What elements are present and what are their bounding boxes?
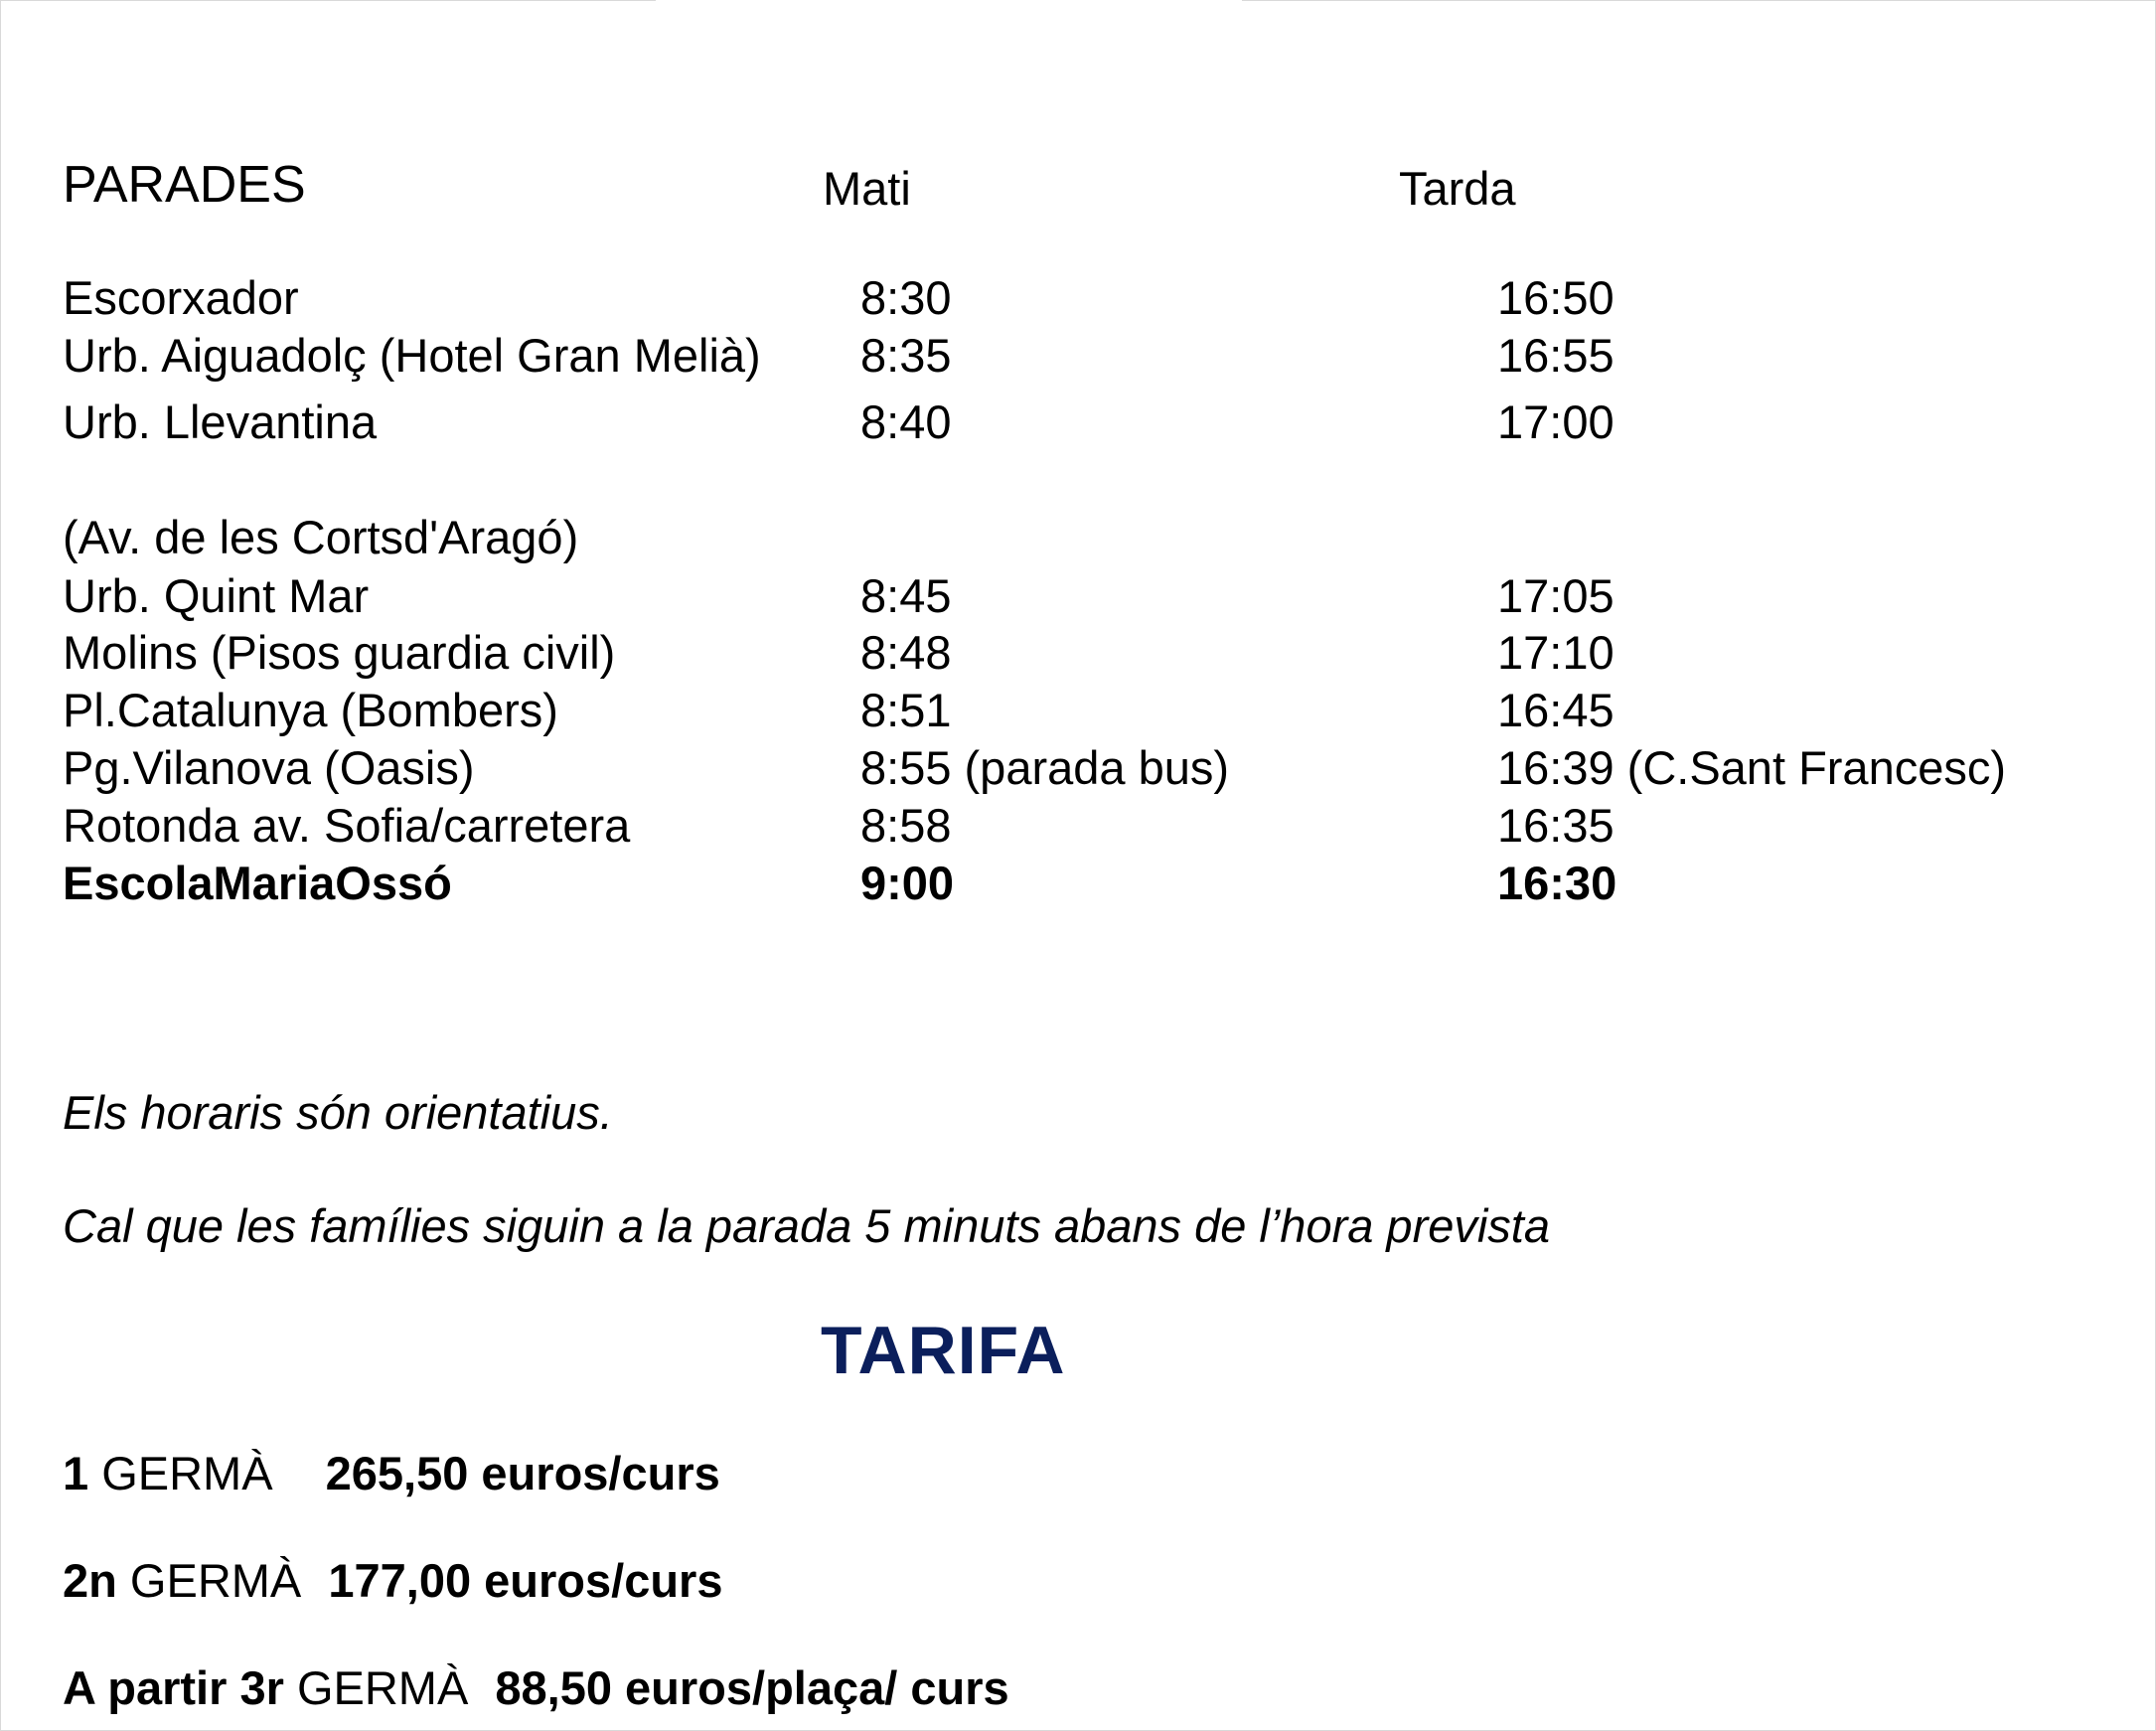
header-morning: Mati — [823, 162, 911, 215]
schedule-row — [0, 740, 2156, 798]
morning-time: 8:55 (parada bus) — [860, 741, 1230, 794]
schedule-row-destination — [0, 856, 2156, 913]
morning-time: 8:58 — [860, 799, 952, 852]
stop-name: Urb. Llevantina — [63, 395, 378, 448]
header-afternoon: Tarda — [1399, 162, 1516, 215]
morning-time: 8:45 — [860, 569, 952, 622]
schedule-row — [0, 683, 2156, 740]
fare-line — [63, 1446, 720, 1500]
afternoon-time: 16:30 — [1497, 857, 1617, 909]
fare-line — [63, 1553, 722, 1608]
fare-ordinal: A partir 3r — [63, 1661, 284, 1714]
fare-price: 265,50 euros/curs — [325, 1447, 720, 1499]
afternoon-time: 16:35 — [1497, 799, 1615, 852]
afternoon-time: 17:05 — [1497, 569, 1615, 622]
morning-time: 8:48 — [860, 626, 952, 679]
stop-name: Urb. Quint Mar — [63, 569, 370, 622]
afternoon-time: 16:55 — [1497, 329, 1615, 382]
stop-name: Rotonda av. Sofia/carretera — [63, 799, 631, 852]
schedule-row — [0, 328, 2156, 386]
schedule-row — [0, 394, 2156, 452]
fare-label: GERMÀ — [129, 1554, 302, 1607]
morning-time: 8:30 — [860, 271, 952, 324]
note-orientative: Els horaris són orientatius. — [63, 1086, 613, 1139]
afternoon-time: 17:10 — [1497, 626, 1615, 679]
morning-time: 8:40 — [860, 395, 952, 448]
stop-name: EscolaMariaOssó — [63, 857, 452, 909]
schedule-row — [0, 798, 2156, 856]
fare-price: 88,50 euros/plaça/ curs — [495, 1661, 1009, 1714]
schedule-row — [0, 625, 2156, 683]
fare-ordinal: 1 — [63, 1447, 89, 1499]
schedule-row — [0, 568, 2156, 626]
afternoon-time: 16:45 — [1497, 684, 1615, 736]
tarifa-title: TARIFA — [821, 1313, 1066, 1388]
fare-line — [63, 1660, 1009, 1715]
fare-price: 177,00 euros/curs — [328, 1554, 723, 1607]
morning-time: 9:00 — [860, 857, 955, 909]
schedule-row — [0, 270, 2156, 328]
stop-name: Pg.Vilanova (Oasis) — [63, 741, 475, 794]
note-arrival: Cal que les famílies siguin a la parada 5 minuts abans de l’hora prevista — [63, 1199, 1551, 1252]
stop-name: Pl.Catalunya (Bombers) — [63, 684, 558, 736]
schedule-row — [0, 510, 2156, 567]
afternoon-time: 16:39 (C.Sant Francesc) — [1497, 741, 2006, 794]
header-stops: PARADES — [63, 156, 306, 214]
stop-name: Urb. Aiguadolç (Hotel Gran Melià) — [63, 329, 761, 382]
stop-name: Escorxador — [63, 271, 299, 324]
fare-label: GERMÀ — [101, 1447, 273, 1499]
morning-time: 8:35 — [860, 329, 952, 382]
afternoon-time: 17:00 — [1497, 395, 1615, 448]
morning-time: 8:51 — [860, 684, 952, 736]
stop-name: (Av. de les Cortsd'Aragó) — [63, 511, 579, 563]
stop-name: Molins (Pisos guardia civil) — [63, 626, 616, 679]
page-top-strip — [656, 0, 1242, 2]
fare-ordinal: 2n — [63, 1554, 117, 1607]
fare-label: GERMÀ — [296, 1661, 469, 1714]
afternoon-time: 16:50 — [1497, 271, 1615, 324]
